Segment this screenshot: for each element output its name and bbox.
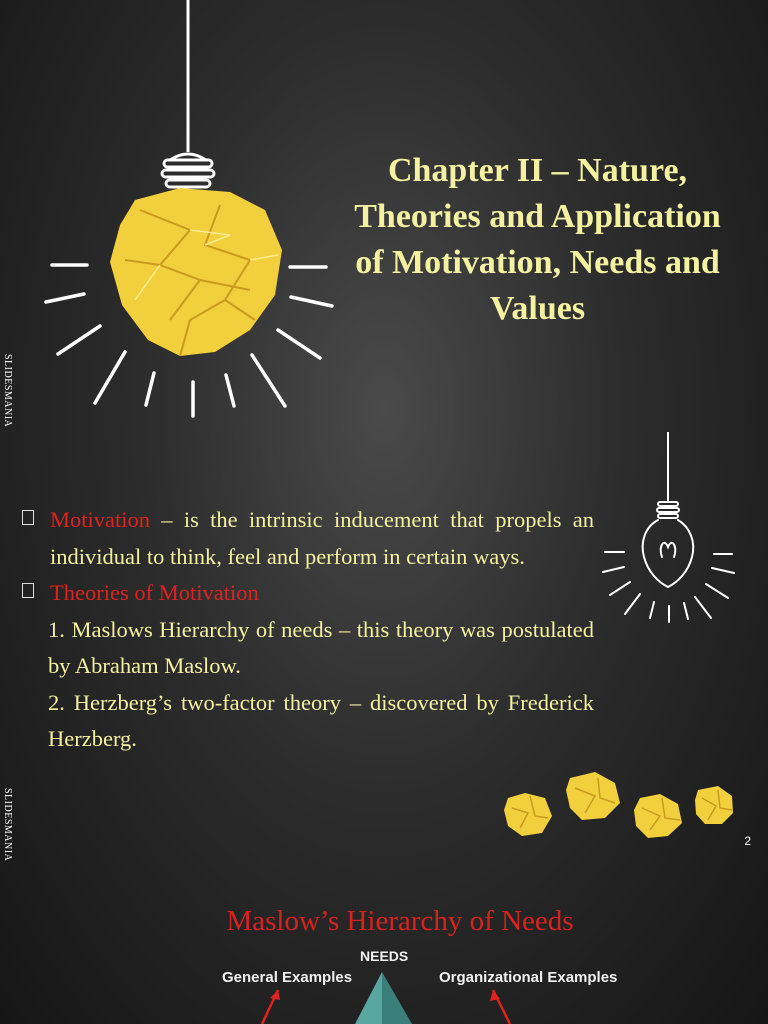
theories-heading: Theories of Motivation (50, 580, 259, 605)
motivation-term: Motivation (50, 507, 150, 532)
maslow-title: Maslow’s Hierarchy of Needs (226, 905, 574, 937)
bullet-box-icon (22, 510, 34, 525)
bullet-motivation (20, 502, 594, 575)
organizational-examples-label: Organizational Examples (439, 969, 618, 986)
crumpled-paper-balls-icon (500, 768, 740, 843)
general-examples-label: General Examples (222, 969, 353, 986)
bullet-box-icon (22, 583, 34, 598)
pyramid-diagram (240, 968, 540, 1024)
page-number: 2 (744, 834, 751, 848)
watermark-slide2: SLIDESMANIA (2, 788, 13, 862)
motivation-definition: – is the intrinsic inducement that propels an individual to think, feel and perform in certain ways. (50, 507, 594, 569)
watermark-slide1: SLIDESMANIA (2, 354, 13, 428)
theory-item-maslow: 1. Maslows Hierarchy of needs – this theory was postulated by Abraham Maslow. (48, 616, 594, 678)
outline-lightbulb-icon (600, 432, 740, 627)
crumpled-paper-bulb-icon (40, 0, 340, 420)
needs-label: NEEDS (360, 948, 409, 964)
bullet-theories (20, 575, 594, 612)
slide-title: Chapter II – Nature, Theories and Application of Motivation, Needs and Values (354, 152, 721, 327)
slide2-body (20, 502, 594, 758)
theory-item-herzberg: 2. Herzberg’s two-factor theory – discovered by Frederick Herzberg. (48, 689, 594, 751)
